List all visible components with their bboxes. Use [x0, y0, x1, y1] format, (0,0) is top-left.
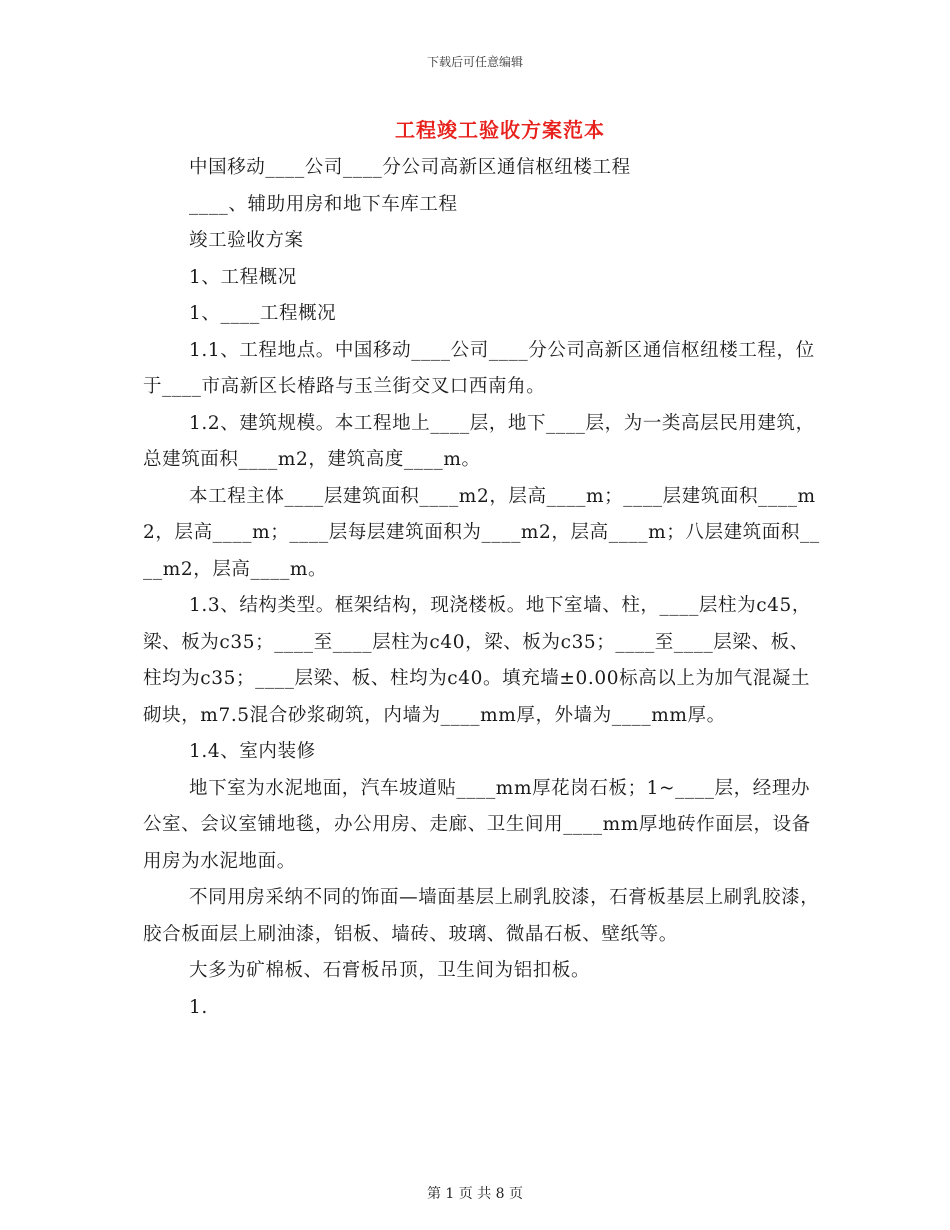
paragraph-scale: 1.2、建筑规模。本工程地上____层，地下____层，为一类高层民用建筑，总建筑面积____m2，建筑高度____m。 [143, 412, 815, 470]
paragraph-project-name: 中国移动____公司____分公司高新区通信枢纽楼工程 [189, 157, 631, 178]
heading-overview: 1、工程概况 [189, 266, 297, 288]
paragraph-floor-areas: 本工程主体____层建筑面积____m2，层高____m；____层建筑面积____m2，层高____m；____层每层建筑面积为____m2，层高____m；八层建筑面积____m2，层高____m。 [143, 485, 820, 580]
heading-interior: 1.4、室内装修 [189, 741, 316, 762]
paragraph-ceilings: 大多为矿棉板、石膏板吊顶，卫生间为铝扣板。 [189, 960, 591, 981]
paragraph-finishes: 不同用房采纳不同的饰面—墙面基层上刷乳胶漆，石膏板基层上刷乳胶漆，胶合板面层上刷油漆，铝板、墙砖、玻璃、微晶石板、壁纸等。 [143, 887, 820, 945]
paragraph-flooring: 地下室为水泥地面，汽车坡道贴____mm厚花岗石板；1~____层，经理办公室、会议室铺地毯，办公用房、走廊、卫生间用____mm厚地砖作面层，设备用房为水泥地面。 [143, 777, 811, 872]
page-number: 第 1 页 共 8 页 [426, 1186, 524, 1202]
paragraph-project-scope: ____、辅助用房和地下车库工程 [189, 193, 458, 215]
document-body [143, 150, 823, 1026]
paragraph-next-item: 1. [189, 996, 208, 1018]
subheading-overview: 1、____工程概况 [189, 303, 337, 324]
paragraph-plan-name: 竣工验收方案 [189, 230, 304, 251]
paragraph-structure: 1.3、结构类型。框架结构，现浇楼板。地下室墙、柱，____层柱为c45，梁、板为c35；____至____层柱为c40，梁、板为c35；____至____层梁、板、柱均为c35；____层梁、板、柱均为c40。填充墙±0.00标高以上为加气混凝土砌块，m7.5混合砂浆砌筑，内墙为____mm厚，外墙为____mm厚。 [143, 595, 812, 726]
document-title: 工程竣工验收方案范本 [395, 118, 605, 142]
paragraph-location: 1.1、工程地点。中国移动____公司____分公司高新区通信枢纽楼工程，位于____市高新区长椿路与玉兰街交叉口西南角。 [143, 339, 815, 397]
page-header-note: 下载后可任意编辑 [426, 55, 523, 69]
